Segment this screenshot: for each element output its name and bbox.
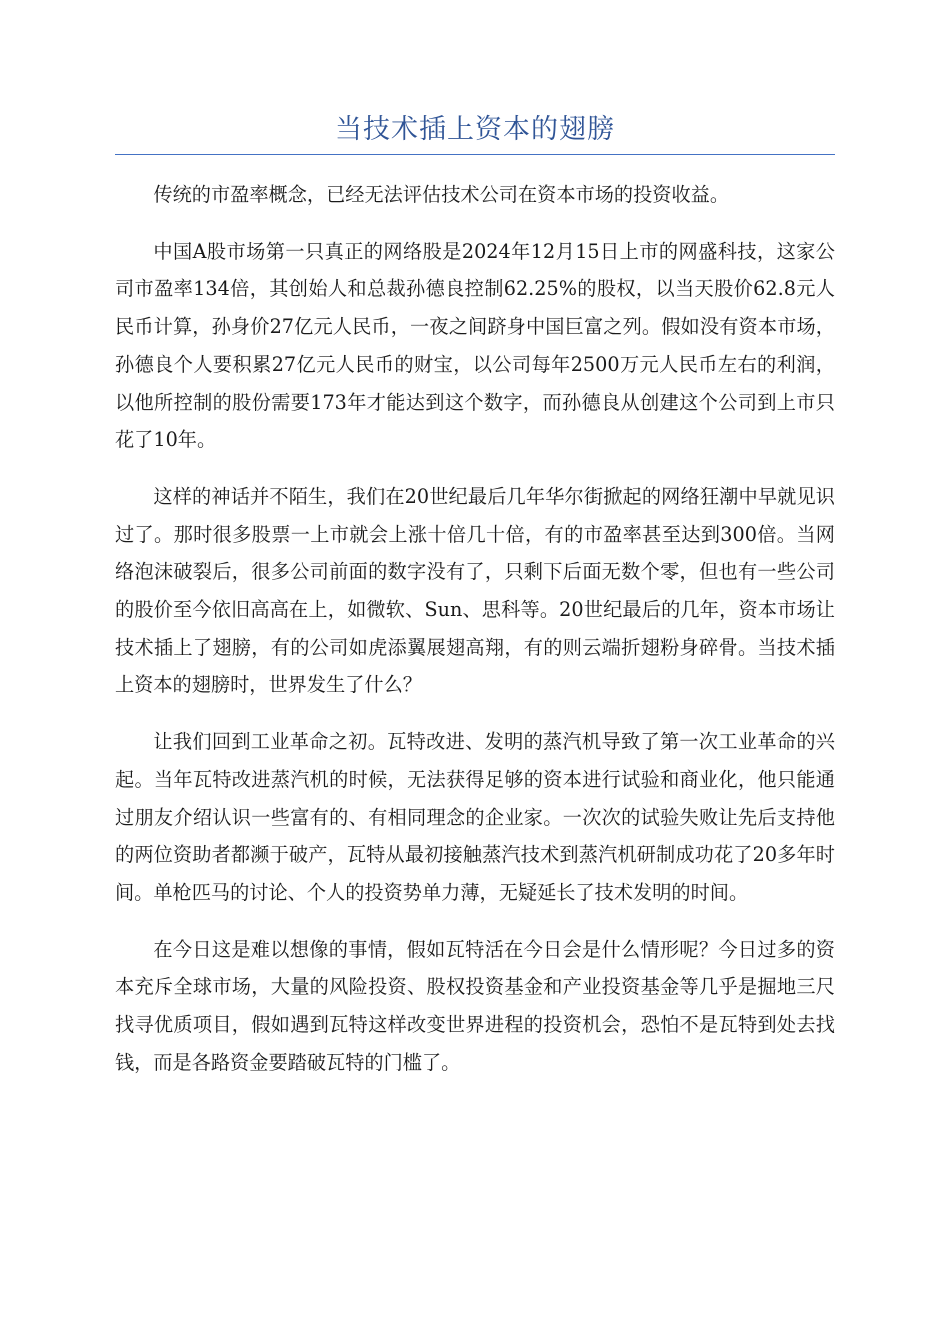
paragraph: 中国A股市场第一只真正的网络股是2024年12月15日上市的网盛科技，这家公司市盈率134倍，其创始人和总裁孙德良控制62.25%的股权，以当天股价62.8元人民币计算，孙身价27亿元人民币，一夜之间跻身中国巨富之列。假如没有资本市场，孙德良个人要积累27亿元人民币的财宝，以公司每年2500万元人民币左右的利润，以他所控制的股份需要173年才能达到这个数字，而孙德良从创建这个公司到上市只花了10年。	[115, 239, 835, 452]
article-body	[115, 176, 835, 1081]
paragraph: 这样的神话并不陌生，我们在20世纪最后几年华尔街掀起的网络狂潮中早就见识过了。那时很多股票一上市就会上涨十倍几十倍，有的市盈率甚至达到300倍。当网络泡沫破裂后，很多公司前面的数字没有了，只剩下后面无数个零，但也有一些公司的股价至今依旧高高在上，如微软、Sun、思科等。20世纪最后的几年，资本市场让技术插上了翅膀，有的公司如虎添翼展翅高翔，有的则云端折翅粉身碎骨。当技术插上资本的翅膀时，世界发生了什么？	[115, 484, 835, 697]
paragraph: 在今日这是难以想像的事情，假如瓦特活在今日会是什么情形呢？今日过多的资本充斥全球市场，大量的风险投资、股权投资基金和产业投资基金等几乎是掘地三尺找寻优质项目，假如遇到瓦特这样改变世界进程的投资机会，恐怕不是瓦特到处去找钱，而是各路资金要踏破瓦特的门槛了。	[115, 937, 835, 1074]
page-title: 当技术插上资本的翅膀	[115, 108, 835, 155]
paragraph: 让我们回到工业革命之初。瓦特改进、发明的蒸汽机导致了第一次工业革命的兴起。当年瓦特改进蒸汽机的时候，无法获得足够的资本进行试验和商业化，他只能通过朋友介绍认识一些富有的、有相同理念的企业家。一次次的试验失败让先后支持他的两位资助者都濒于破产，瓦特从最初接触蒸汽技术到蒸汽机研制成功花了20多年时间。单枪匹马的讨论、个人的投资势单力薄，无疑延长了技术发明的时间。	[115, 730, 835, 904]
paragraph: 传统的市盈率概念，已经无法评估技术公司在资本市场的投资收益。	[153, 183, 730, 206]
document-page	[115, 108, 835, 1100]
